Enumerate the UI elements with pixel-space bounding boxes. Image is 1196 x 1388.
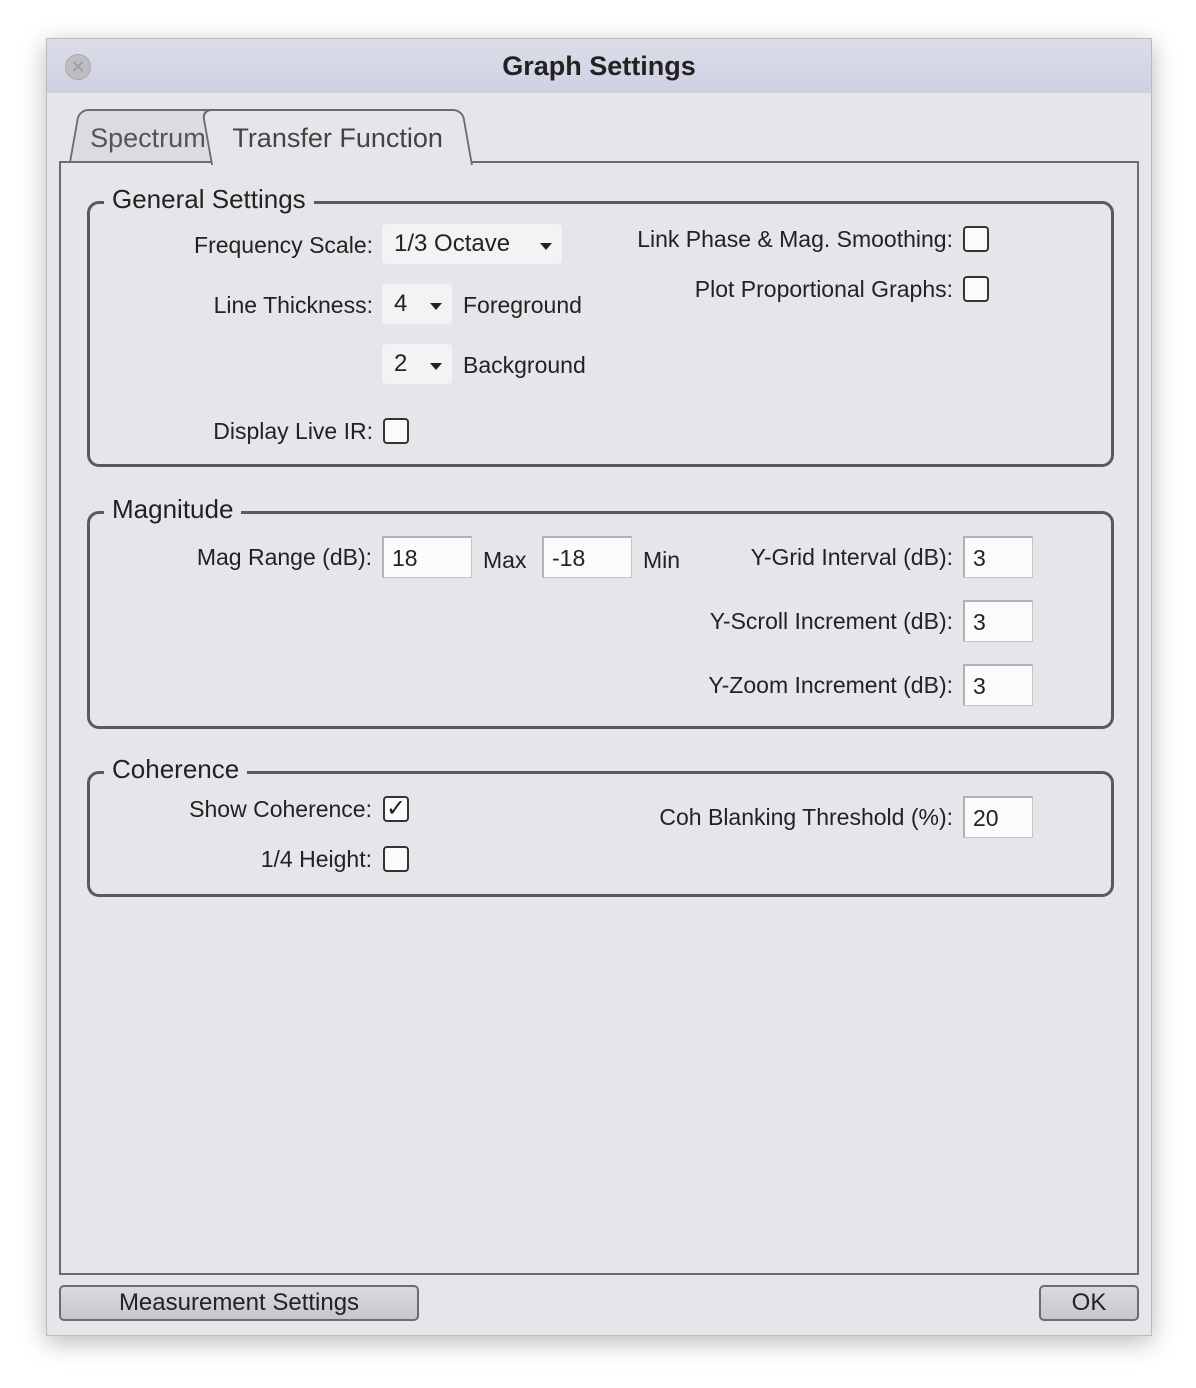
ok-button[interactable]: OK (1039, 1285, 1139, 1321)
min-label: Min (643, 547, 681, 573)
chevron-down-icon (430, 303, 442, 310)
tab-transfer-function-label: Transfer Function (232, 123, 443, 153)
line-thickness-background-value: 2 (394, 350, 408, 377)
magnitude-legend: Magnitude (104, 494, 241, 525)
display-live-ir-checkbox[interactable] (383, 418, 409, 444)
foreground-label: Foreground (463, 292, 582, 318)
y-zoom-increment-label: Y-Zoom Increment (dB): (708, 672, 953, 698)
coherence-legend: Coherence (104, 754, 247, 785)
link-phase-label: Link Phase & Mag. Smoothing: (637, 226, 953, 252)
plot-proportional-label: Plot Proportional Graphs: (694, 276, 953, 302)
mag-max-input[interactable]: 18 (382, 536, 472, 578)
coh-blanking-threshold-label: Coh Blanking Threshold (%): (659, 804, 953, 830)
display-live-ir-label: Display Live IR: (213, 418, 373, 444)
line-thickness-foreground-dropdown[interactable] (382, 284, 452, 324)
y-scroll-increment-label: Y-Scroll Increment (dB): (709, 608, 953, 634)
tab-panel (59, 161, 1139, 1275)
general-settings-group (87, 184, 1114, 467)
link-phase-checkbox[interactable] (963, 226, 989, 252)
line-thickness-label: Line Thickness: (213, 292, 373, 318)
quarter-height-checkbox[interactable] (383, 846, 409, 872)
frequency-scale-value: 1/3 Octave (394, 230, 511, 257)
y-zoom-increment-input[interactable]: 3 (963, 664, 1033, 706)
general-settings-legend: General Settings (104, 184, 314, 215)
tab-transfer-function[interactable] (201, 109, 473, 165)
chevron-down-icon (540, 243, 552, 250)
coh-blanking-threshold-input[interactable]: 20 (963, 796, 1033, 838)
plot-proportional-checkbox[interactable] (963, 276, 989, 302)
title-bar (47, 39, 1151, 93)
line-thickness-foreground-value: 4 (394, 290, 408, 317)
background-label: Background (463, 352, 586, 378)
window-title: Graph Settings (502, 51, 696, 81)
y-grid-interval-label: Y-Grid Interval (dB): (750, 544, 953, 570)
quarter-height-label: 1/4 Height: (260, 846, 372, 872)
frequency-scale-label: Frequency Scale: (194, 232, 373, 258)
magnitude-group (87, 494, 1114, 729)
mag-range-label: Mag Range (dB): (196, 544, 372, 570)
y-grid-interval-input[interactable]: 3 (963, 536, 1033, 578)
tab-spectrum-label: Spectrum (90, 123, 206, 153)
mag-min-input[interactable]: -18 (542, 536, 632, 578)
show-coherence-checkbox[interactable]: ✓ (383, 796, 409, 822)
coherence-group (87, 754, 1114, 897)
line-thickness-background-dropdown[interactable] (382, 344, 452, 384)
y-scroll-increment-input[interactable]: 3 (963, 600, 1033, 642)
measurement-settings-button[interactable]: Measurement Settings (59, 1285, 419, 1321)
max-label: Max (483, 547, 527, 573)
show-coherence-label: Show Coherence: (189, 796, 372, 822)
graph-settings-window (46, 38, 1152, 1336)
frequency-scale-dropdown[interactable] (382, 224, 562, 264)
close-icon[interactable]: ✕ (65, 54, 91, 80)
chevron-down-icon (430, 363, 442, 370)
